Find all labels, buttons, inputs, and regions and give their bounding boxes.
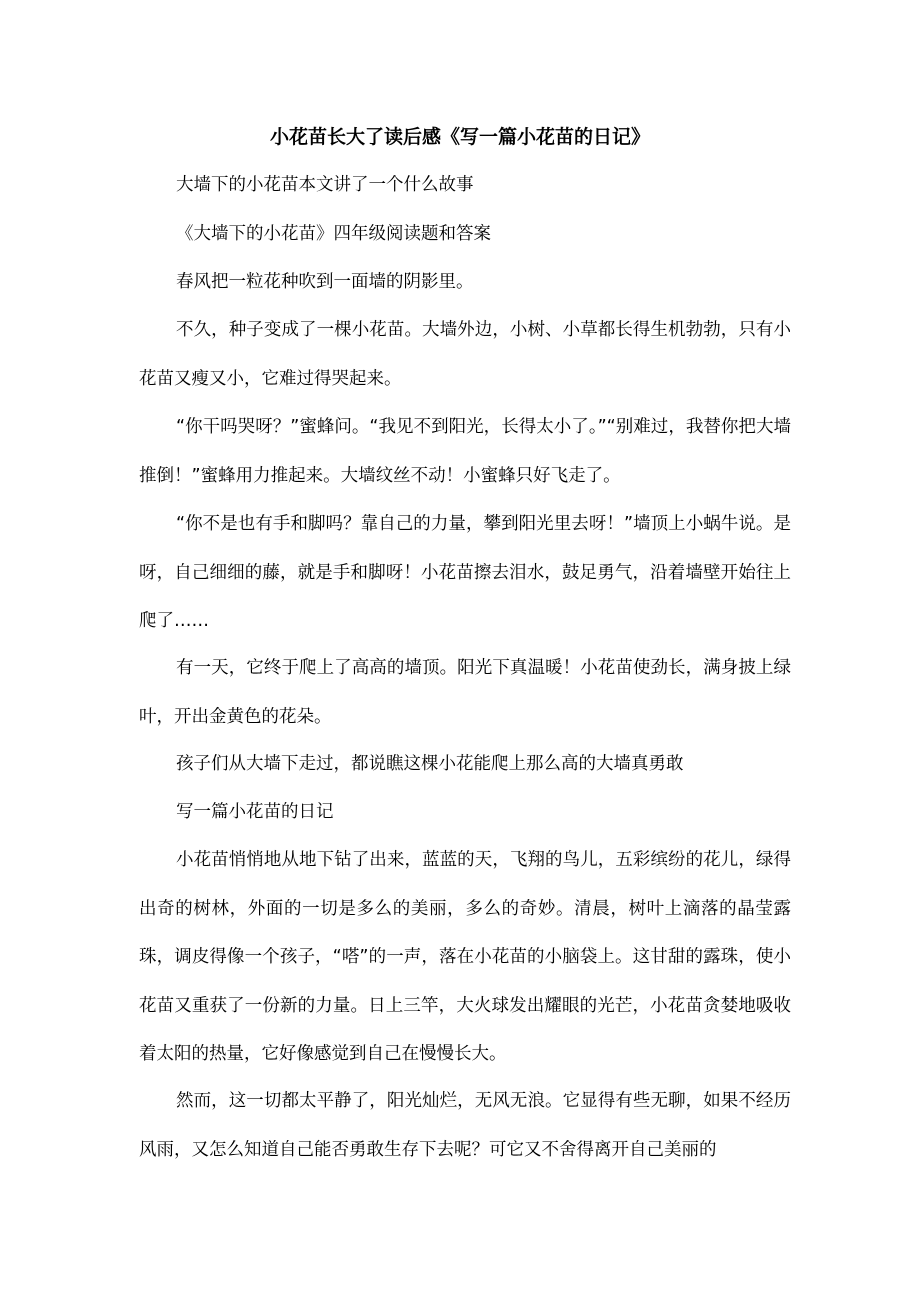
paragraph-3: 春风把一粒花种吹到一面墙的阴影里。: [176, 272, 474, 292]
paragraph-4: 不久，种子变成了一棵小花苗。大墙外边，小树、小草都长得生机勃勃，只有小花苗又瘦又小，它难过得哭起来。: [139, 320, 791, 389]
paragraph-7: 有一天，它终于爬上了高高的墙顶。阳光下真温暖！小花苗使劲长，满身披上绿叶，开出金黄色的花朵。: [139, 658, 791, 727]
paragraph-1: 大墙下的小花苗本文讲了一个什么故事: [176, 175, 474, 195]
paragraph-5: “你干吗哭呀？”蜜蜂问。“我见不到阳光，长得太小了。”“别难过，我替你把大墙推倒！”蜜蜂用力推起来。大墙纹丝不动！小蜜蜂只好飞走了。: [139, 417, 791, 486]
paragraph-8: 孩子们从大墙下走过，都说瞧这棵小花能爬上那么高的大墙真勇敢: [176, 754, 684, 774]
paragraph-11: 然而，这一切都太平静了，阳光灿烂，无风无浪。它显得有些无聊，如果不经历风雨，又怎么知道自己能否勇敢生存下去呢？可它又不舍得离开自己美丽的: [139, 1091, 791, 1160]
paragraph-10: 小花苗悄悄地从地下钻了出来，蓝蓝的天，飞翔的鸟儿，五彩缤纷的花儿，绿得出奇的树林，外面的一切是多么的美丽，多么的奇妙。清晨，树叶上滴落的晶莹露珠，调皮得像一个孩子，“嗒”的一声，落在小花苗的小脑袋上。这甘甜的露珠，使小花苗又重获了一份新的力量。日上三竿，大火球发出耀眼的光芒，小花苗贪婪地吸收着太阳的热量，它好像感觉到自己在慢慢长大。: [139, 850, 791, 1064]
document-title: 小花苗长大了读后感《写一篇小花苗的日记》: [269, 126, 650, 148]
paragraph-9: 写一篇小花苗的日记: [176, 802, 334, 822]
paragraph-2: 《大墙下的小花苗》四年级阅读题和答案: [176, 224, 491, 244]
paragraph-6: “你不是也有手和脚吗？靠自己的力量，攀到阳光里去呀！”墙顶上小蜗牛说。是呀，自己细细的藤，就是手和脚呀！小花苗擦去泪水，鼓足勇气，沿着墙壁开始往上爬了……: [139, 514, 791, 631]
